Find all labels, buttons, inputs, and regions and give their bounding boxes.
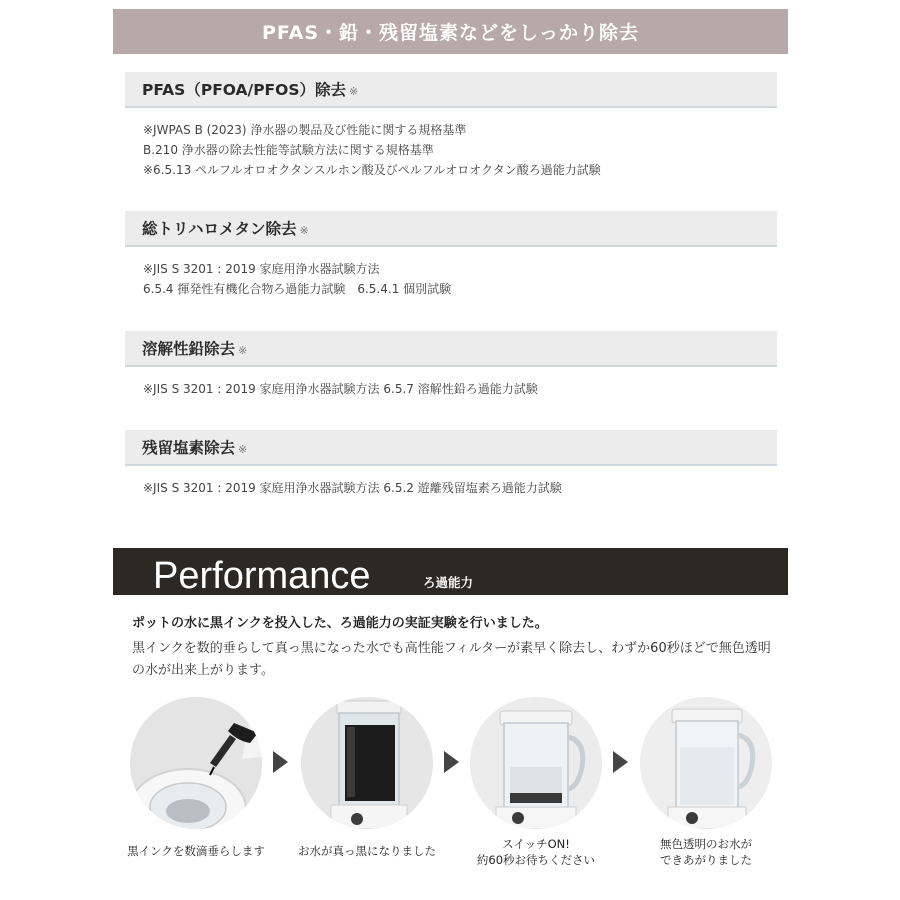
note-line: 6.5.4 揮発性有機化合物ろ過能力試験 6.5.4.1 個別試験 bbox=[143, 282, 452, 296]
section-heading bbox=[125, 430, 777, 466]
note-line: ※JIS S 3201 : 2019 家庭用浄水器試験方法 6.5.2 遊離残留塩素ろ過能力試験 bbox=[143, 481, 562, 495]
step-3-caption bbox=[451, 836, 621, 868]
section-heading-text: 総トリハロメタン除去 bbox=[142, 220, 297, 238]
section-heading bbox=[125, 211, 777, 247]
step-2-caption bbox=[282, 843, 452, 859]
step-arrow-icon bbox=[613, 751, 628, 773]
step-arrow-icon bbox=[444, 751, 459, 773]
caption-line: お水が真っ黒になりました bbox=[298, 844, 436, 858]
performance-subtitle: ろ過能力 bbox=[423, 575, 474, 590]
note-line: ※JIS S 3201 : 2019 家庭用浄水器試験方法 6.5.7 溶解性鉛ろ過能力試験 bbox=[143, 382, 538, 396]
note-line: ※6.5.13 ペルフルオロオクタンスルホン酸及びペルフルオロオクタン酸ろ過能力試験 bbox=[143, 163, 601, 177]
top-banner bbox=[113, 9, 788, 54]
caption-line: 黒インクを数滴垂らします bbox=[127, 844, 265, 858]
section-chlorine bbox=[125, 430, 777, 498]
step-2-photo bbox=[301, 697, 433, 829]
section-heading-text: 溶解性鉛除去 bbox=[142, 340, 236, 358]
section-heading-text: PFAS（PFOA/PFOS）除去 bbox=[142, 81, 346, 99]
section-notes bbox=[125, 259, 777, 299]
black-water-pot-illustration bbox=[301, 697, 433, 829]
note-line: ※JIS S 3201 : 2019 家庭用浄水器試験方法 bbox=[143, 262, 380, 276]
banner-title: PFAS・鉛・残留塩素などをしっかり除去 bbox=[261, 22, 640, 44]
caption-line: スイッチON! bbox=[502, 837, 570, 851]
note-mark: ※ bbox=[299, 223, 309, 237]
filtering-pot-illustration bbox=[470, 697, 602, 829]
section-heading-text: 残留塩素除去 bbox=[142, 439, 236, 457]
step-arrow-icon bbox=[273, 751, 288, 773]
step-4-caption bbox=[621, 836, 791, 868]
section-trihalomethane bbox=[125, 211, 777, 299]
section-lead bbox=[125, 331, 777, 399]
caption-line: 約60秒お待ちください bbox=[476, 853, 596, 867]
performance-header bbox=[113, 548, 788, 595]
clear-water-pot-illustration bbox=[640, 697, 772, 829]
ink-drop-illustration bbox=[130, 697, 262, 829]
note-mark: ※ bbox=[348, 84, 359, 98]
note-mark: ※ bbox=[238, 442, 248, 456]
section-pfas bbox=[125, 72, 777, 180]
section-heading bbox=[125, 72, 777, 108]
section-notes bbox=[125, 379, 777, 399]
performance-title: Performance bbox=[153, 555, 371, 595]
step-4-photo bbox=[640, 697, 772, 829]
note-mark: ※ bbox=[238, 343, 248, 357]
performance-description: 黒インクを数的垂らして真っ黒になった水でも高性能フィルターが素早く除去し、わずか60秒ほどで無色透明の水が出来上がります。 bbox=[132, 641, 771, 678]
section-heading bbox=[125, 331, 777, 367]
caption-line: 無色透明のお水が bbox=[660, 837, 752, 851]
note-line: B.210 浄水器の除去性能等試験方法に関する規格基準 bbox=[143, 143, 434, 157]
performance-lead: ポットの水に黒インクを投入した、ろ過能力の実証実験を行いました。 bbox=[132, 616, 548, 631]
step-1-caption bbox=[111, 843, 281, 859]
section-notes bbox=[125, 478, 777, 498]
note-line: ※JWPAS B (2023) 浄水器の製品及び性能に関する規格基準 bbox=[143, 123, 467, 137]
section-notes bbox=[125, 120, 777, 180]
caption-line: できあがりました bbox=[660, 853, 752, 867]
step-1-photo bbox=[130, 697, 262, 829]
step-3-photo bbox=[470, 697, 602, 829]
